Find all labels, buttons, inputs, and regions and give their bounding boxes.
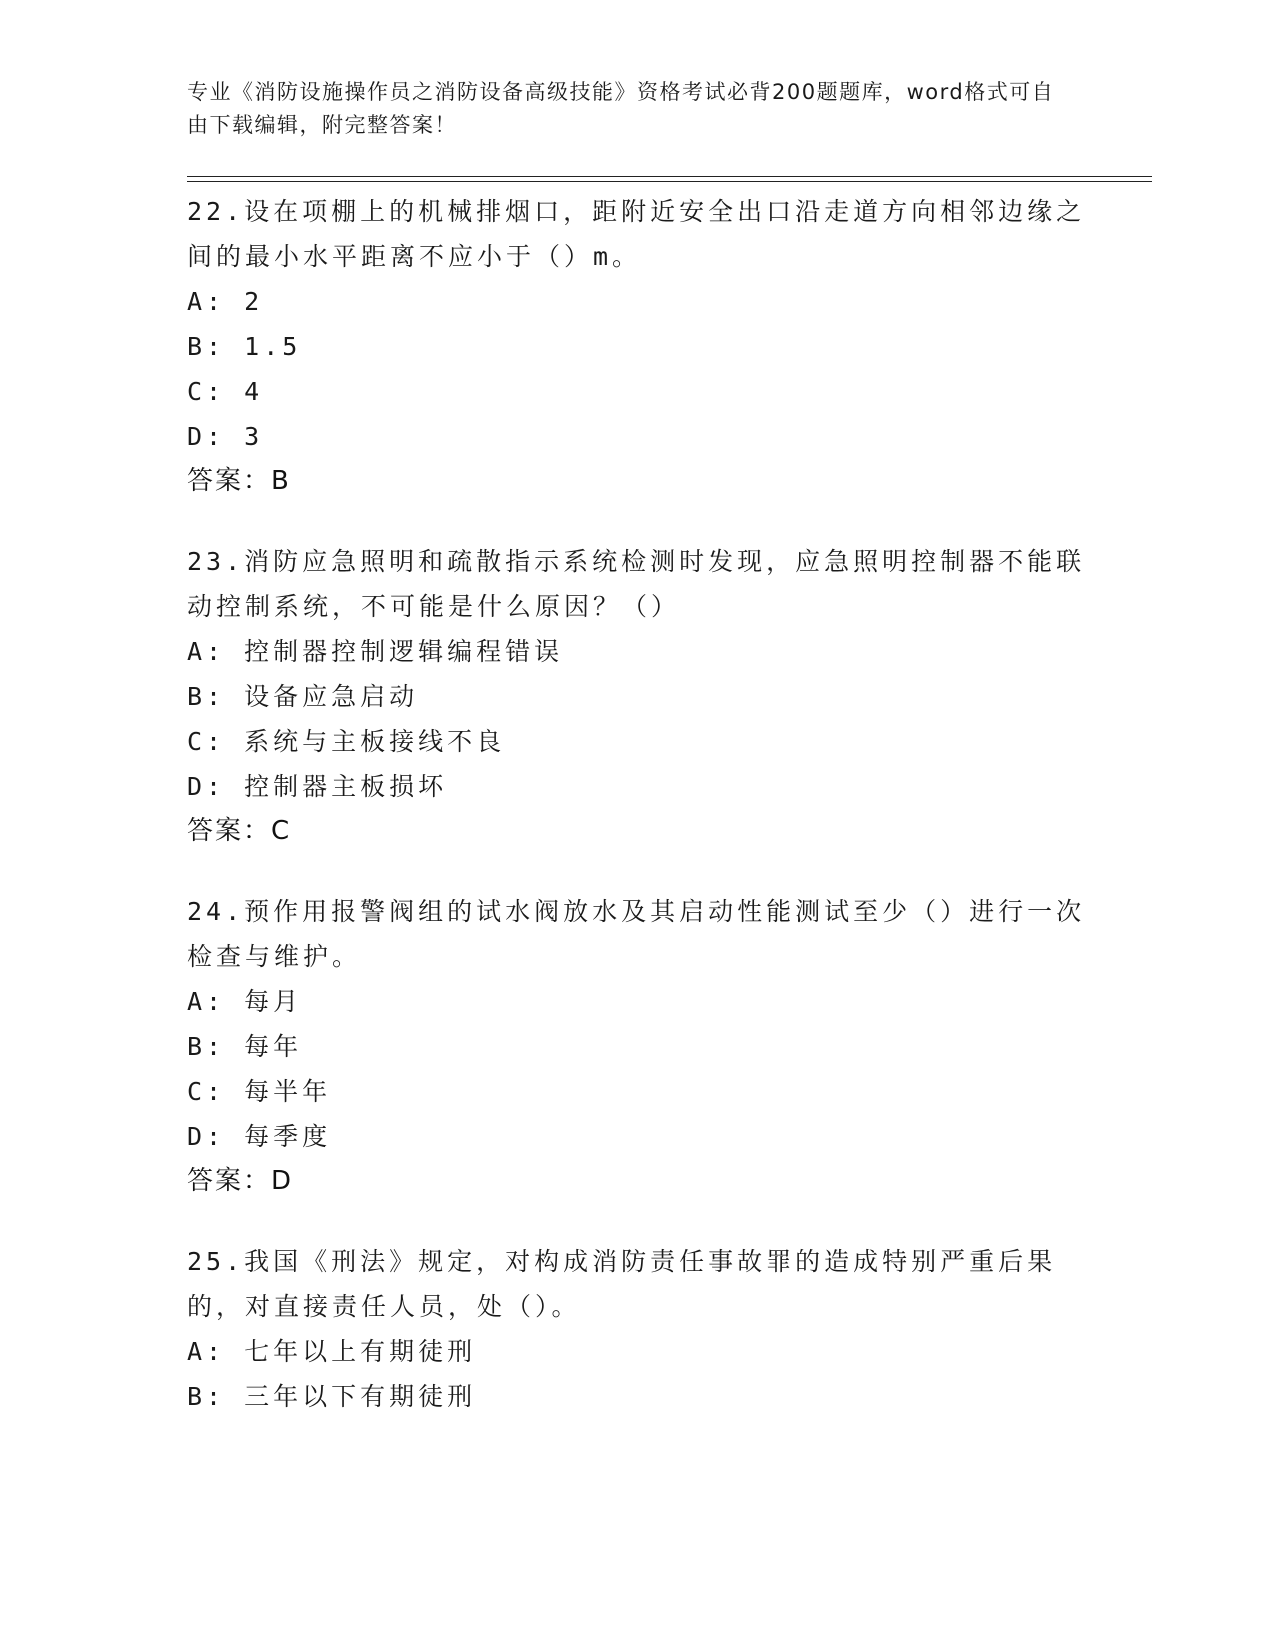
question-25 [187,1239,1087,1419]
question-22 [187,189,1087,504]
header-divider [187,176,1152,182]
question-list [187,189,1087,1454]
option-d: D: 控制器主板损坏 [187,772,448,801]
question-stem: 24.预作用报警阀组的试水阀放水及其启动性能测试至少（）进行一次检查与维护。 [187,897,1086,971]
option-c: C: 每半年 [187,1077,332,1106]
document-header: 专业《消防设施操作员之消防设备高级技能》资格考试必背200题题库，word格式可自由下载编辑，附完整答案！ [187,80,1055,137]
option-b: B: 设备应急启动 [187,682,419,711]
option-b: B: 每年 [187,1032,303,1061]
answer: 答案：D [187,1166,294,1196]
option-b: B: 1.5 [187,332,302,361]
option-c: C: 系统与主板接线不良 [187,727,506,756]
option-c: C: 4 [187,377,264,406]
option-b: B: 三年以下有期徒刑 [187,1382,477,1411]
option-a: A: 2 [187,287,264,316]
option-a: A: 控制器控制逻辑编程错误 [187,637,564,666]
question-stem: 22.设在项棚上的机械排烟口，距附近安全出口沿走道方向相邻边缘之间的最小水平距离不应小于（）m。 [187,197,1086,271]
answer: 答案：C [187,816,292,846]
option-a: A: 七年以上有期徒刑 [187,1337,477,1366]
option-d: D: 3 [187,422,264,451]
option-a: A: 每月 [187,987,303,1016]
question-stem: 25.我国《刑法》规定，对构成消防责任事故罪的造成特别严重后果的，对直接责任人员，处（）。 [187,1247,1057,1321]
question-stem: 23.消防应急照明和疏散指示系统检测时发现，应急照明控制器不能联动控制系统，不可能是什么原因？（） [187,547,1086,621]
answer: 答案：B [187,466,291,496]
option-d: D: 每季度 [187,1122,332,1151]
question-23 [187,539,1087,854]
question-24 [187,889,1087,1204]
